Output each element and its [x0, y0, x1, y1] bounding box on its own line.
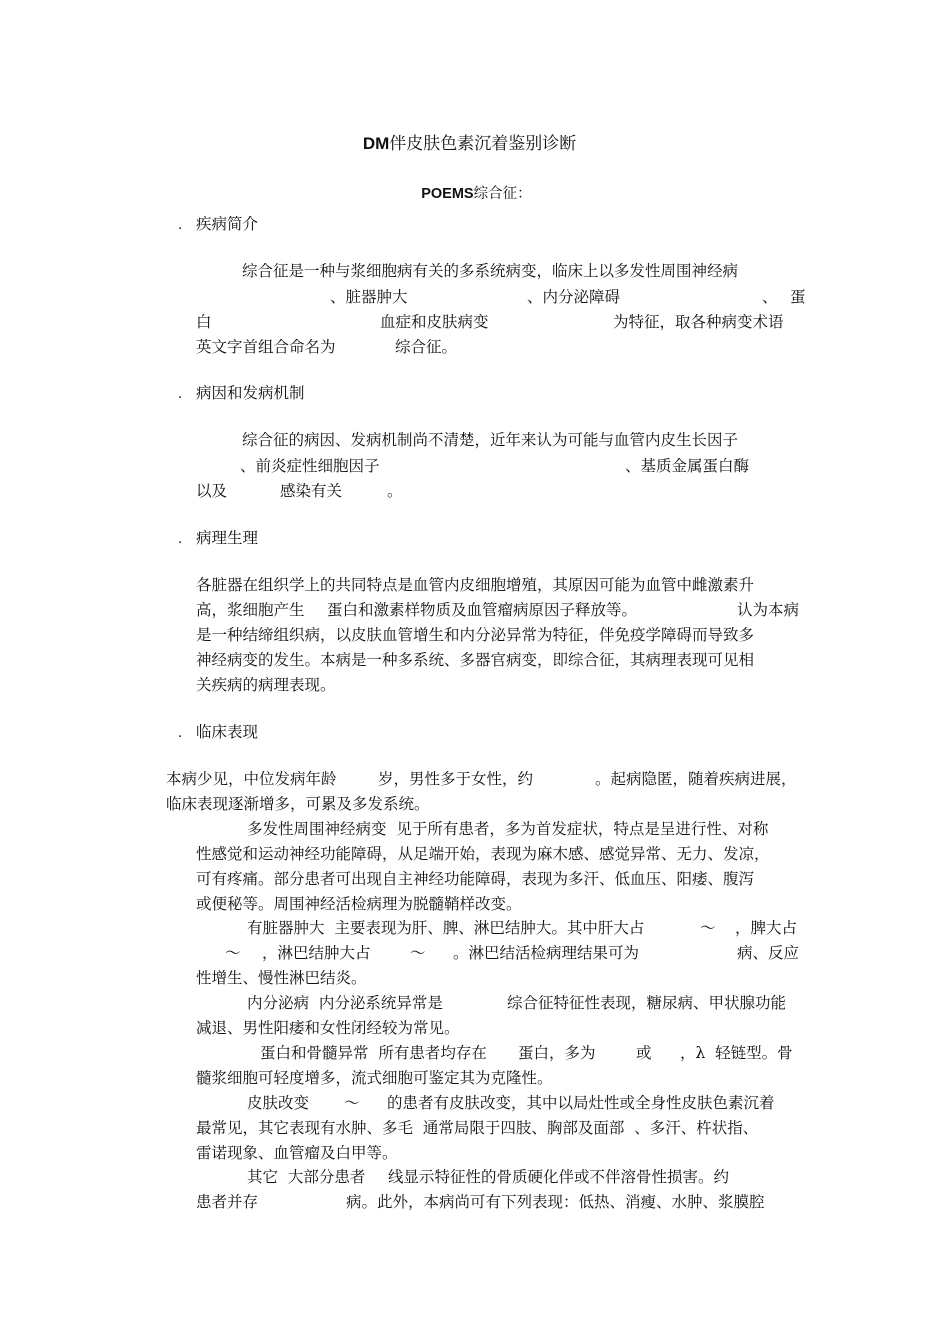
clinical-fragment: 综合征特征性表现，糖尿病、甲状腺功能: [507, 994, 787, 1012]
intro-fragment: 为特征，取各种病变术语: [613, 313, 784, 331]
pathology-line: 神经病变的发生。本病是一种多系统、多器官病变，即综合征，其病理表现可见相: [196, 651, 755, 669]
clinical-fragment: ～: [700, 919, 716, 937]
intro-fragment: 、: [762, 288, 778, 306]
clinical-fragment: 其它 大部分患者: [247, 1168, 366, 1186]
etiology-fragment: 感染有关: [280, 482, 343, 500]
intro-fragment: 、脏器肿大: [330, 288, 408, 306]
etiology-fragment: 、前炎症性细胞因子: [240, 457, 380, 475]
clinical-fragment: ～: [344, 1094, 360, 1112]
intro-fragment: 蛋: [790, 288, 806, 306]
clinical-line: 最常见，其它表现有水肿、多毛 通常局限于四肢、胸部及面部 、多汗、杵状指、: [196, 1119, 759, 1137]
document-title: [352, 118, 576, 153]
clinical-line: 性感觉和运动神经功能障碍，从足端开始，表现为麻木感、感觉异常、无力、发凉，: [196, 845, 770, 863]
pathology-line: 关疾病的病理表现。: [196, 676, 336, 694]
clinical-fragment: 岁，男性多于女性，约: [378, 770, 534, 788]
clinical-fragment: ，λ 轻链型。骨: [680, 1044, 793, 1062]
clinical-fragment: ，淋巴结肿大占: [262, 944, 371, 962]
clinical-fragment: 的患者有皮肤改变，其中以局灶性或全身性皮肤色素沉着: [387, 1094, 775, 1112]
clinical-fragment: 有脏器肿大 主要表现为肝、脾、淋巴结肿大。其中肝大占: [247, 919, 645, 937]
clinical-fragment: 线显示特征性的骨质硬化伴或不伴溶骨性损害。约: [388, 1168, 730, 1186]
section-heading: 病因和发病机制: [196, 384, 305, 402]
clinical-fragment: 本病少见，中位发病年龄: [166, 770, 337, 788]
clinical-line: 性增生、慢性淋巴结炎。: [196, 969, 367, 987]
clinical-fragment: 患者并存: [196, 1193, 259, 1211]
clinical-line: 临床表现逐渐增多，可累及多发系统。: [166, 795, 430, 813]
pathology-line: 各脏器在组织学上的共同特点是血管内皮细胞增殖，其原因可能为血管中雌激素升: [196, 576, 755, 594]
clinical-fragment: 。淋巴结活检病理结果可为: [453, 944, 640, 962]
clinical-fragment: 内分泌病 内分泌系统异常是: [247, 994, 443, 1012]
subtitle: [412, 172, 532, 201]
section-bullet: .: [178, 216, 183, 233]
clinical-line: 髓浆细胞可轻度增多，流式细胞可鉴定其为克隆性。: [196, 1069, 553, 1087]
intro-fragment: 血症和皮肤病变: [380, 313, 489, 331]
clinical-fragment: 。起病隐匿，随着疾病进展，: [595, 770, 797, 788]
pathology-fragment: 蛋白和激素样物质及血管瘤病原因子释放等。: [327, 601, 638, 619]
intro-fragment: 综合征。: [395, 338, 458, 356]
clinical-fragment: ～: [410, 944, 426, 962]
clinical-line: 多发性周围神经病变 见于所有患者，多为首发症状，特点是呈进行性、对称: [247, 820, 769, 838]
intro-fragment: 、内分泌障碍: [527, 288, 621, 306]
intro-line: 综合征是一种与浆细胞病有关的多系统病变，临床上以多发性周围神经病: [242, 262, 739, 280]
section-heading: 病理生理: [196, 529, 259, 547]
clinical-fragment: ，脾大占: [735, 919, 798, 937]
clinical-line: 或便秘等。周围神经活检病理为脱髓鞘样改变。: [196, 895, 522, 913]
etiology-fragment: 、基质金属蛋白酶: [625, 457, 750, 475]
intro-fragment: 白: [196, 313, 212, 331]
etiology-line: 综合征的病因、发病机制尚不清楚，近年来认为可能与血管内皮生长因子: [242, 431, 739, 449]
section-bullet: .: [178, 724, 183, 741]
clinical-fragment: 病。此外，本病尚可有下列表现：低热、消瘦、水肿、浆膜腔: [346, 1193, 765, 1211]
subtitle-prefix: POEMS: [421, 185, 474, 202]
clinical-fragment: 或: [636, 1044, 652, 1062]
section-heading: 临床表现: [196, 723, 259, 741]
pathology-fragment: 高，浆细胞产生: [196, 601, 305, 619]
clinical-line: 可有疼痛。部分患者可出现自主神经功能障碍，表现为多汗、低血压、阳痿、腹泻: [196, 870, 755, 888]
pathology-fragment: 认为本病: [737, 601, 800, 619]
clinical-fragment: 蛋白和骨髓异常 所有患者均存在: [260, 1044, 487, 1062]
clinical-fragment: ～: [225, 944, 241, 962]
etiology-fragment: 以及: [196, 482, 228, 500]
section-bullet: .: [178, 385, 183, 402]
section-bullet: .: [178, 530, 183, 547]
section-heading: 疾病简介: [196, 215, 259, 233]
subtitle-text: 综合征：: [473, 185, 532, 202]
clinical-fragment: 病、反应: [737, 944, 800, 962]
etiology-fragment: 。: [387, 482, 403, 500]
pathology-line: 是一种结缔组织病，以皮肤血管增生和内分泌异常为特征，伴免疫学障碍而导致多: [196, 626, 755, 644]
clinical-line: 雷诺现象、血管瘤及白甲等。: [196, 1144, 398, 1162]
intro-fragment: 英文字首组合命名为: [196, 338, 336, 356]
title-text: 伴皮肤色素沉着鉴别诊断: [389, 134, 577, 154]
title-prefix: DM: [362, 134, 390, 153]
clinical-line: 减退、男性阳痿和女性闭经较为常见。: [196, 1019, 460, 1037]
clinical-fragment: 蛋白，多为: [518, 1044, 596, 1062]
clinical-fragment: 皮肤改变: [247, 1094, 310, 1112]
